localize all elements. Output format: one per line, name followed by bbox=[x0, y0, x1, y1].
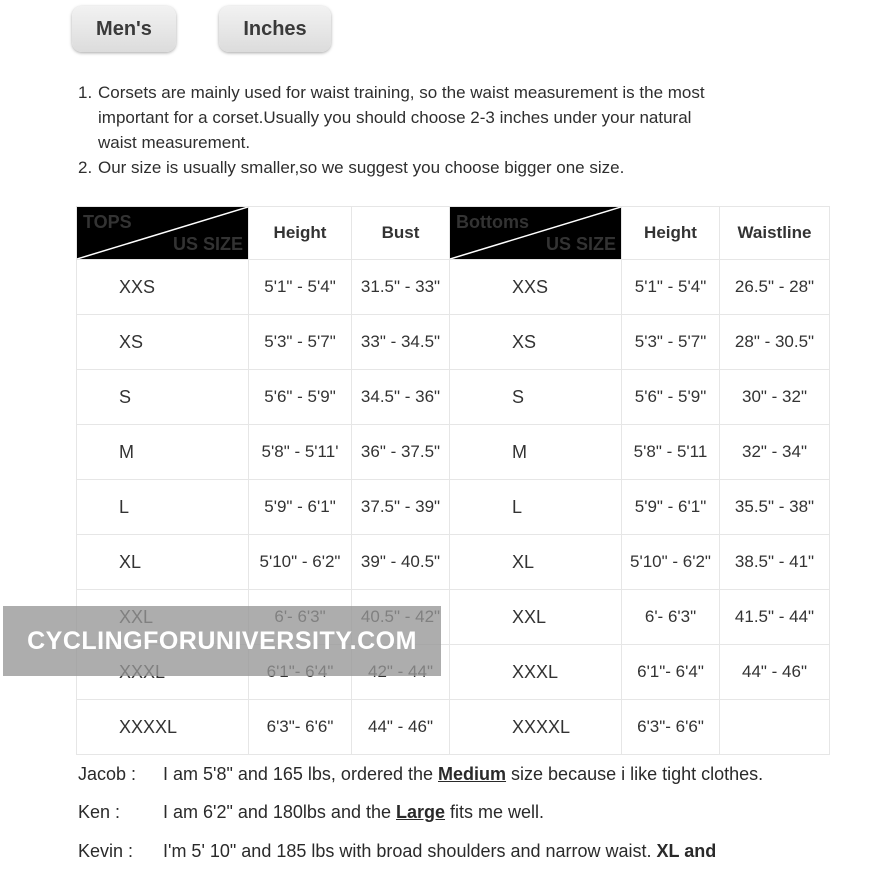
waistline-cell: 30" - 32" bbox=[720, 370, 830, 425]
review-text-end: size because i like tight clothes. bbox=[506, 764, 764, 784]
note-line: waist measurement. bbox=[98, 133, 251, 152]
tops-height-cell: 6'3"- 6'6" bbox=[249, 700, 352, 755]
table-row bbox=[77, 700, 830, 755]
waistline-cell bbox=[720, 700, 830, 755]
bust-cell: 44" - 46" bbox=[352, 700, 450, 755]
tops-size-cell: S bbox=[77, 370, 249, 425]
note-item bbox=[78, 80, 778, 155]
review-text bbox=[163, 802, 544, 823]
bottoms-height-cell: 5'10" - 6'2" bbox=[622, 535, 720, 590]
bottoms-size-cell: XXXXL bbox=[450, 700, 622, 755]
tops-size-cell: XS bbox=[77, 315, 249, 370]
review-text-start: I am 5'8" and 165 lbs, ordered the bbox=[163, 764, 439, 784]
bust-cell: 39" - 40.5" bbox=[352, 535, 450, 590]
tops-height-cell: 5'1" - 5'4" bbox=[249, 260, 352, 315]
review-text bbox=[163, 764, 763, 785]
bust-cell: 31.5" - 33" bbox=[352, 260, 450, 315]
recommended-size: Medium bbox=[438, 764, 507, 784]
reviewer-name: Jacob : bbox=[78, 764, 137, 784]
bottoms-height-cell: 5'6" - 5'9" bbox=[622, 370, 720, 425]
tops-size-cell: M bbox=[77, 425, 249, 480]
recommended-size: Large bbox=[396, 802, 446, 822]
customer-review bbox=[78, 802, 544, 823]
note-number: 1. bbox=[78, 83, 93, 102]
waistline-cell: 28" - 30.5" bbox=[720, 315, 830, 370]
waistline-cell: 32" - 34" bbox=[720, 425, 830, 480]
bust-cell: 36" - 37.5" bbox=[352, 425, 450, 480]
bust-cell: 34.5" - 36" bbox=[352, 370, 450, 425]
header-height: Height bbox=[249, 207, 352, 260]
bottoms-height-cell: 5'1" - 5'4" bbox=[622, 260, 720, 315]
size-notes bbox=[78, 80, 778, 180]
customer-review bbox=[78, 764, 763, 785]
table-header-row bbox=[77, 207, 830, 260]
review-text-start: I'm 5' 10" and 185 lbs with broad shoulders and narrow waist. bbox=[163, 841, 657, 861]
tops-label: TOPS bbox=[83, 212, 132, 232]
tops-height-cell: 5'6" - 5'9" bbox=[249, 370, 352, 425]
waistline-cell: 44" - 46" bbox=[720, 645, 830, 700]
review-text-end: fits me well. bbox=[445, 802, 545, 822]
bottoms-size-cell: M bbox=[450, 425, 622, 480]
header-bust: Bust bbox=[352, 207, 450, 260]
bottoms-height-cell: 5'9" - 6'1" bbox=[622, 480, 720, 535]
tops-size-cell: XL bbox=[77, 535, 249, 590]
bottoms-size-cell: XXL bbox=[450, 590, 622, 645]
bottoms-label: Bottoms bbox=[456, 212, 529, 232]
tops-size-cell: L bbox=[77, 480, 249, 535]
reviewer-name: Ken : bbox=[78, 802, 121, 822]
bottoms-size-cell: S bbox=[450, 370, 622, 425]
bottoms-size-cell: XXS bbox=[450, 260, 622, 315]
tops-height-cell: 5'3" - 5'7" bbox=[249, 315, 352, 370]
note-line: Corsets are mainly used for waist training, so the waist measurement is the most bbox=[98, 83, 705, 102]
note-number: 2. bbox=[78, 158, 93, 177]
note-item bbox=[78, 155, 778, 180]
note-text bbox=[98, 155, 624, 180]
customer-review bbox=[78, 841, 716, 862]
bottoms-size-cell: XS bbox=[450, 315, 622, 370]
table-row bbox=[77, 370, 830, 425]
tops-size-cell: XXS bbox=[77, 260, 249, 315]
watermark-banner: CYCLINGFORUNIVERSITY.COM bbox=[3, 606, 441, 676]
bottoms-size-cell: L bbox=[450, 480, 622, 535]
bottoms-size-cell: XL bbox=[450, 535, 622, 590]
table-row bbox=[77, 260, 830, 315]
review-text-start: I am 6'2" and 180lbs and the bbox=[163, 802, 396, 822]
note-text bbox=[98, 80, 705, 155]
tops-size-cell: XXXXL bbox=[77, 700, 249, 755]
table-row bbox=[77, 315, 830, 370]
tops-size-header bbox=[77, 207, 249, 260]
bottoms-size-header bbox=[450, 207, 622, 260]
header-height: Height bbox=[622, 207, 720, 260]
bust-cell: 37.5" - 39" bbox=[352, 480, 450, 535]
bottoms-height-cell: 6'- 6'3" bbox=[622, 590, 720, 645]
table-row bbox=[77, 535, 830, 590]
gender-button[interactable]: Men's bbox=[72, 6, 176, 52]
waistline-cell: 26.5" - 28" bbox=[720, 260, 830, 315]
header-waistline: Waistline bbox=[720, 207, 830, 260]
reviewer-name: Kevin : bbox=[78, 841, 134, 861]
bottoms-height-cell: 6'3"- 6'6" bbox=[622, 700, 720, 755]
waistline-cell: 41.5" - 44" bbox=[720, 590, 830, 645]
tops-height-cell: 5'9" - 6'1" bbox=[249, 480, 352, 535]
table-row bbox=[77, 425, 830, 480]
us-size-label: US SIZE bbox=[545, 234, 616, 254]
tops-height-cell: 5'10" - 6'2" bbox=[249, 535, 352, 590]
bottoms-size-cell: XXXL bbox=[450, 645, 622, 700]
us-size-label: US SIZE bbox=[172, 234, 243, 254]
recommended-size: XL and bbox=[656, 841, 717, 861]
waistline-cell: 38.5" - 41" bbox=[720, 535, 830, 590]
bottoms-height-cell: 5'8" - 5'11 bbox=[622, 425, 720, 480]
review-text bbox=[163, 841, 716, 862]
note-line: Our size is usually smaller,so we suggest you choose bigger one size. bbox=[98, 158, 625, 177]
bust-cell: 33" - 34.5" bbox=[352, 315, 450, 370]
bottoms-height-cell: 6'1"- 6'4" bbox=[622, 645, 720, 700]
waistline-cell: 35.5" - 38" bbox=[720, 480, 830, 535]
note-line: important for a corset.Usually you should choose 2-3 inches under your natural bbox=[98, 108, 692, 127]
bottoms-height-cell: 5'3" - 5'7" bbox=[622, 315, 720, 370]
unit-button[interactable]: Inches bbox=[219, 6, 331, 52]
table-row bbox=[77, 480, 830, 535]
tops-height-cell: 5'8" - 5'11' bbox=[249, 425, 352, 480]
